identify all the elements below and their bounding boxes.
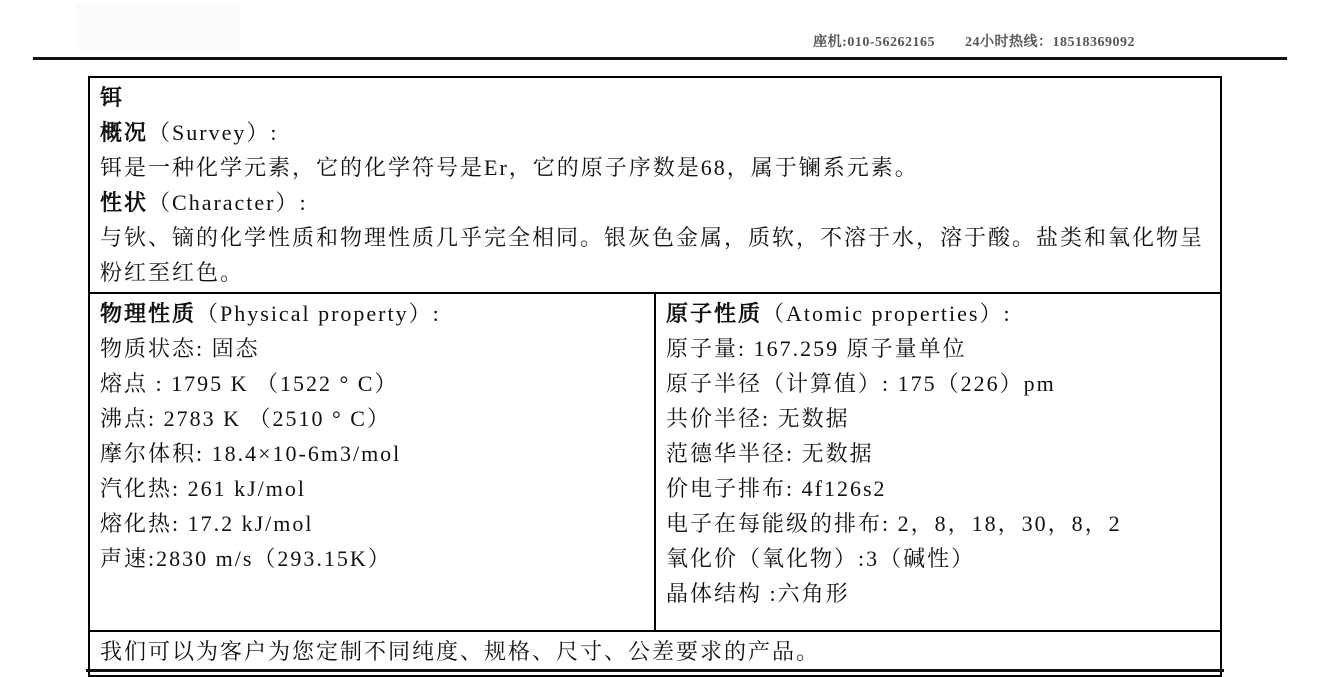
atomic-row: 氧化价（氧化物）:3（碱性）	[666, 546, 976, 571]
atomic-row: 晶体结构 :六角形	[666, 581, 850, 606]
character-label: 性状	[100, 190, 149, 215]
physical-row: 物质状态: 固态	[100, 336, 260, 361]
survey-label-en: （Survey）:	[148, 120, 279, 145]
physical-row: 声速:2830 m/s（293.15K）	[100, 546, 392, 571]
atomic-label: 原子性质	[666, 301, 763, 326]
physical-properties-cell	[89, 293, 655, 631]
intro-cell	[89, 77, 1221, 293]
landline-number: 座机:010-56262165	[813, 35, 935, 50]
physical-heading	[100, 296, 646, 331]
physical-row: 熔点 : 1795 K （1522 ° C）	[100, 371, 399, 396]
atomic-row: 价电子排布: 4f126s2	[666, 476, 887, 501]
atomic-row: 电子在每能级的排布: 2，8，18，30，8，2	[666, 511, 1122, 536]
header-rule	[33, 57, 1287, 60]
physical-row: 摩尔体积: 18.4×10-6m3/mol	[100, 441, 402, 466]
atomic-row: 共价半径: 无数据	[666, 406, 850, 431]
properties-row	[89, 293, 1221, 631]
footer-rule	[86, 669, 1224, 672]
hotline-number: 24小时热线：18518369092	[965, 35, 1135, 50]
survey-heading	[100, 115, 1212, 150]
physical-label-en: （Physical property）:	[196, 301, 441, 326]
atomic-row: 范德华半径: 无数据	[666, 441, 874, 466]
physical-row: 沸点: 2783 K （2510 ° C）	[100, 406, 391, 431]
atomic-properties-cell	[655, 293, 1221, 631]
physical-row: 汽化热: 261 kJ/mol	[100, 476, 307, 501]
atomic-label-en: （Atomic properties）:	[762, 301, 1012, 326]
element-title: 铒	[100, 85, 125, 110]
atomic-row: 原子量: 167.259 原子量单位	[666, 336, 967, 361]
physical-row: 熔化热: 17.2 kJ/mol	[100, 511, 314, 536]
element-spec-table	[88, 76, 1222, 677]
atomic-heading	[666, 296, 1212, 331]
character-label-en: （Character）:	[148, 190, 308, 215]
footer-note: 我们可以为客户为您定制不同纯度、规格、尺寸、公差要求的产品。	[89, 631, 1221, 676]
physical-label: 物理性质	[100, 301, 197, 326]
survey-label: 概况	[100, 120, 149, 145]
survey-text: 铒是一种化学元素，它的化学符号是Er，它的原子序数是68，属于镧系元素。	[100, 155, 919, 180]
atomic-row: 原子半径（计算值）: 175（226）pm	[666, 371, 1056, 396]
character-heading	[100, 185, 1212, 220]
intro-row	[89, 77, 1221, 293]
character-text: 与钬、镝的化学性质和物理性质几乎完全相同。银灰色金属，质软，不溶于水，溶于酸。盐类和氧化物呈粉红至红色。	[100, 225, 1205, 285]
contact-bar	[0, 31, 1135, 51]
